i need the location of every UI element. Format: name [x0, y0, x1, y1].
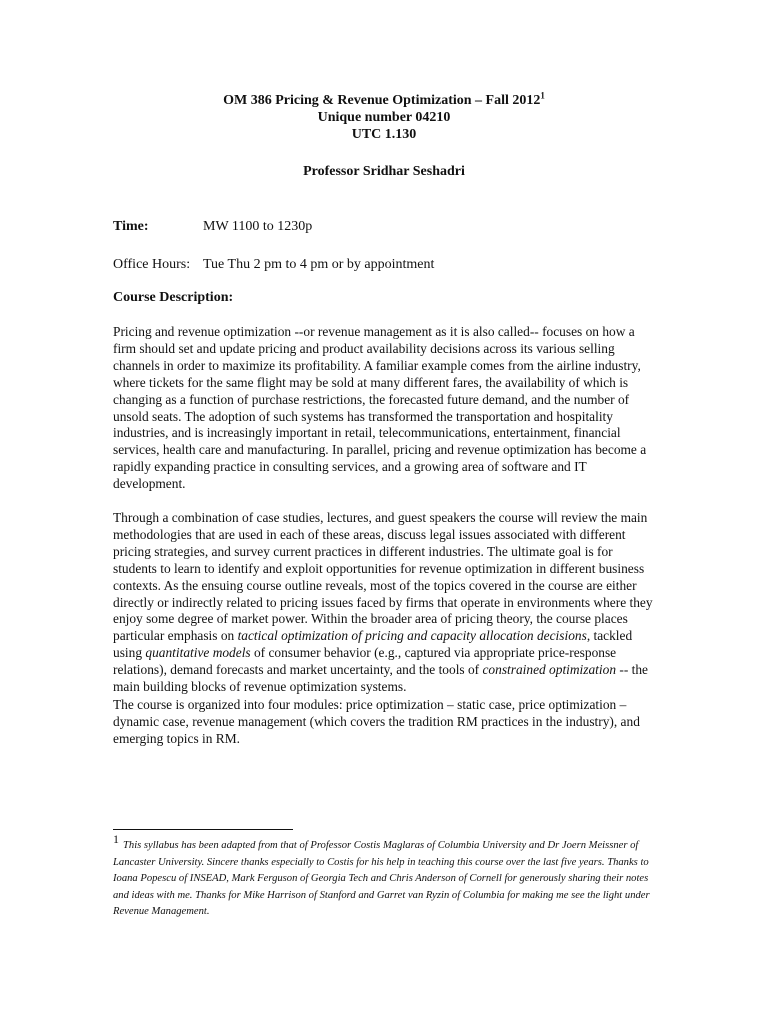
course-title	[0, 92, 768, 109]
footnote-text: This syllabus has been adapted from that of Professor Costis Maglaras of Columbia University and Dr Joern Meissner of Lancaster University. Sincere thanks especially to Costis for his help in teaching this course over the last five years. Thanks to Ioana Popescu of INSEAD, Mark Ferguson of Georgia Tech and Chris Anderson of Cornell for generously sharing their notes and ideas with me. Thanks for Mike Harrison of Stanford and Garret van Ryzin of Columbia for making me see the light under Revenue Management.	[113, 840, 650, 918]
course-title-text: OM 386 Pricing & Revenue Optimization – Fall 2012	[223, 93, 541, 108]
time-value: MW 1100 to 1230p	[203, 219, 313, 234]
professor-name: Professor Sridhar Seshadri	[303, 164, 465, 179]
office-hours-value: Tue Thu 2 pm to 4 pm or by appointment	[203, 257, 435, 272]
unique-number: Unique number 04210	[317, 110, 451, 125]
course-description-heading: Course Description:	[113, 290, 234, 305]
para2-text-1: Through a combination of case studies, lectures, and guest speakers the course will review the main methodologies that are used in each of these areas, discuss legal issues associated with different pricing strategies, and survey current practices in different industries. The ultimate goal is for students to learn to identify and exploit opportunities for revenue optimization in different business contexts. As the ensuing course outline reveals, most of the topics covered in the course are either directly or indirectly related to pricing issues faced by firms that operate in environments where they enjoy some degree of market power. Within the broader area of pricing theory, the course places particular emphasis on	[113, 510, 653, 644]
title-footnote-mark[interactable]: 1	[540, 90, 545, 101]
footnote	[113, 832, 658, 921]
description-paragraph-1: Pricing and revenue optimization --or revenue management as it is also called-- focuses on how a firm should set and update pricing and product availability decisions across its various selling channels in order to maximize its profitability. A familiar example comes from the airline industry, where tickets for the same flight may be sold at many different fares, the availability of which is changing as a function of purchase restrictions, the forecasted future demand, and the number of unsold seats. The adoption of such systems has transformed the transportation and hospitality industries, and is increasingly important in retail, telecommunications, entertainment, financial services, health care and manufacturing. In parallel, pricing and revenue optimization has become a rapidly expanding practice in consulting services, and a growing area of software and IT development.	[113, 324, 647, 492]
para2-emphasis-2: quantitative models	[145, 645, 251, 661]
para2-text-3: of consumer behavior (e.g., captured via appropriate price-response relations), demand forecasts and market uncertainty, and the tools of	[113, 645, 617, 678]
document-header	[0, 92, 768, 143]
time-row	[113, 219, 313, 235]
time-label: Time:	[113, 219, 149, 234]
footnote-divider	[113, 829, 293, 830]
para2-emphasis-1: tactical optimization of pricing and capacity allocation decisions	[237, 628, 587, 644]
office-hours-label: Office Hours:	[113, 257, 191, 272]
room-number: UTC 1.130	[351, 127, 417, 142]
description-paragraph-2	[113, 510, 658, 696]
footnote-number: 1	[113, 832, 119, 847]
office-hours-row	[113, 257, 435, 273]
description-paragraph-3: The course is organized into four modules: price optimization – static case, price optimization – dynamic case, revenue management (which covers the tradition RM practices in the industry), and emerging topics in RM.	[113, 697, 640, 746]
para2-text-4: -- the main building blocks of revenue optimization systems.	[113, 662, 649, 695]
para2-text-2: , tackled using	[113, 628, 633, 661]
para2-emphasis-3: constrained optimization	[482, 662, 617, 678]
